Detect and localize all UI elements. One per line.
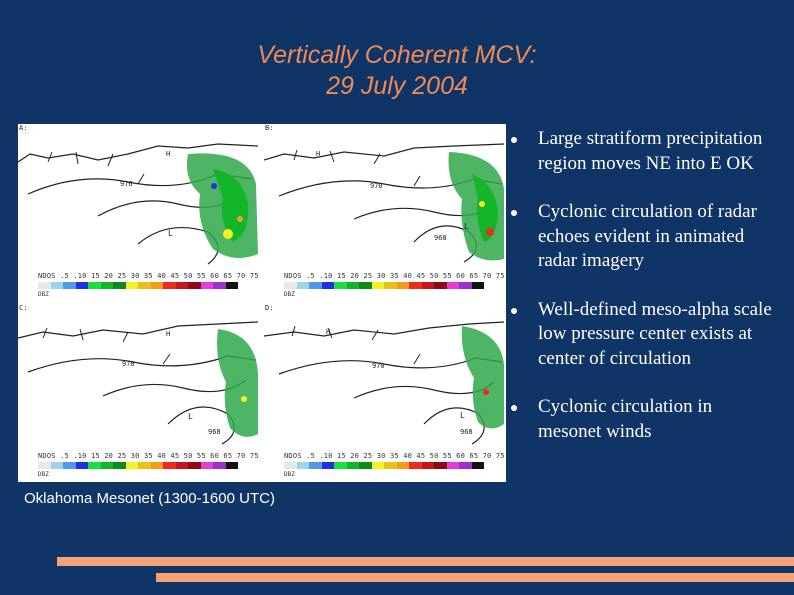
map-panel-b <box>264 124 504 300</box>
color-swatch <box>322 462 335 469</box>
color-swatch <box>38 282 51 289</box>
color-swatch <box>434 462 447 469</box>
radar-mesonet-figure <box>18 124 506 482</box>
isobar-label: 968 <box>460 428 473 436</box>
radar-cell <box>241 396 247 402</box>
color-swatch <box>472 282 485 289</box>
map-panel-c <box>18 304 258 480</box>
isobar <box>168 407 234 444</box>
color-swatch <box>284 462 297 469</box>
colorbar-scale-label: NDOS .5 .10 15 20 25 30 35 40 45 50 55 60 65 70 75 <box>284 452 505 460</box>
bullet-item <box>508 200 778 274</box>
color-swatch <box>359 462 372 469</box>
reflectivity-colorbar <box>38 282 238 289</box>
bullet-text: Cyclonic circulation of radar echoes evident in animated radar imagery <box>538 201 757 271</box>
pressure-low: L <box>188 412 193 421</box>
map-panel-a <box>18 124 258 300</box>
color-swatch <box>101 282 114 289</box>
color-swatch <box>138 462 151 469</box>
color-swatch <box>201 462 214 469</box>
isobar-label: 970 <box>122 360 135 368</box>
radar-echo <box>217 329 258 437</box>
color-swatch <box>459 282 472 289</box>
bullet-item <box>508 298 778 372</box>
panel-label: B: <box>265 124 274 132</box>
color-swatch <box>163 462 176 469</box>
isobar-label: 968 <box>434 234 447 242</box>
color-swatch <box>409 282 422 289</box>
colorbar-unit: DBZ <box>284 471 295 478</box>
isobar-label: 976 <box>120 180 133 188</box>
color-swatch <box>309 282 322 289</box>
decorative-bar-lower <box>156 573 794 582</box>
color-swatch <box>151 462 164 469</box>
color-swatch <box>297 462 310 469</box>
pressure-high: H <box>326 328 331 336</box>
color-swatch <box>309 462 322 469</box>
panel-label: A: <box>19 124 28 132</box>
map-graphic <box>264 304 504 449</box>
colorbar-scale-label: NDOS .5 .10 15 20 25 30 35 40 45 50 55 60 65 70 75 <box>38 272 259 280</box>
color-swatch <box>101 462 114 469</box>
color-swatch <box>447 282 460 289</box>
color-swatch <box>347 462 360 469</box>
panel-label: C: <box>19 304 28 312</box>
isobar <box>103 380 246 396</box>
colorbar-unit: DBZ <box>38 471 49 478</box>
figure-caption: Oklahoma Mesonet (1300-1600 UTC) <box>24 490 275 507</box>
color-swatch <box>76 462 89 469</box>
color-swatch <box>472 462 485 469</box>
radar-cell <box>211 183 217 189</box>
radar-cell <box>237 216 243 222</box>
bullet-text: Cyclonic circulation in mesonet winds <box>538 396 713 442</box>
map-panel-d <box>264 304 504 480</box>
color-swatch <box>88 462 101 469</box>
color-swatch <box>384 282 397 289</box>
color-swatch <box>163 282 176 289</box>
color-swatch <box>113 282 126 289</box>
color-swatch <box>213 282 226 289</box>
color-swatch <box>51 282 64 289</box>
bullet-dot-icon <box>511 210 517 216</box>
color-swatch <box>322 282 335 289</box>
title-line-1: Vertically Coherent MCV: <box>257 41 537 69</box>
color-swatch <box>88 282 101 289</box>
color-swatch <box>422 462 435 469</box>
bullet-dot-icon <box>511 405 517 411</box>
bullet-dot-icon <box>511 308 517 314</box>
map-graphic <box>18 124 258 269</box>
isobar <box>424 408 484 444</box>
radar-cell <box>483 389 489 395</box>
color-swatch <box>226 282 239 289</box>
radar-cell <box>486 228 494 236</box>
color-swatch <box>397 282 410 289</box>
pressure-low: L <box>460 411 465 420</box>
bullet-item <box>508 127 778 176</box>
title-line-2: 29 July 2004 <box>326 72 468 100</box>
panel-label: D: <box>265 304 274 312</box>
reflectivity-colorbar <box>284 282 484 289</box>
color-swatch <box>213 462 226 469</box>
color-swatch <box>176 462 189 469</box>
bullet-item <box>508 395 778 444</box>
pressure-high: H <box>316 150 321 158</box>
color-swatch <box>459 462 472 469</box>
pressure-high: H <box>166 150 171 158</box>
color-swatch <box>297 282 310 289</box>
pressure-low: L <box>168 229 173 238</box>
color-swatch <box>51 462 64 469</box>
color-swatch <box>334 282 347 289</box>
color-swatch <box>151 282 164 289</box>
color-swatch <box>126 282 139 289</box>
color-swatch <box>347 282 360 289</box>
radar-cell <box>223 229 233 239</box>
color-swatch <box>372 462 385 469</box>
color-swatch <box>76 282 89 289</box>
radar-echo <box>462 326 504 429</box>
color-swatch <box>138 282 151 289</box>
bullet-dot-icon <box>511 137 517 143</box>
reflectivity-colorbar <box>284 462 484 469</box>
isobar-label: 968 <box>208 428 221 436</box>
color-swatch <box>384 462 397 469</box>
color-swatch <box>447 462 460 469</box>
color-swatch <box>126 462 139 469</box>
color-swatch <box>226 462 239 469</box>
map-graphic <box>18 304 258 449</box>
color-swatch <box>188 282 201 289</box>
color-swatch <box>188 462 201 469</box>
color-swatch <box>397 462 410 469</box>
color-swatch <box>434 282 447 289</box>
color-swatch <box>409 462 422 469</box>
colorbar-scale-label: NDOS .5 .10 15 20 25 30 35 40 45 50 55 60 65 70 75 <box>284 272 505 280</box>
color-swatch <box>372 282 385 289</box>
slide-title <box>0 40 794 102</box>
color-swatch <box>113 462 126 469</box>
color-swatch <box>38 462 51 469</box>
colorbar-unit: DBZ <box>38 291 49 298</box>
map-graphic <box>264 124 504 269</box>
color-swatch <box>63 282 76 289</box>
color-swatch <box>201 282 214 289</box>
pressure-high: H <box>166 330 171 338</box>
bullet-text: Large stratiform precipitation region moves NE into E OK <box>538 128 763 174</box>
colorbar-scale-label: NDOS .5 .10 15 20 25 30 35 40 45 50 55 60 65 70 75 <box>38 452 259 460</box>
color-swatch <box>334 462 347 469</box>
decorative-bar-upper <box>57 557 794 566</box>
color-swatch <box>359 282 372 289</box>
wind-barb <box>292 326 420 364</box>
color-swatch <box>284 282 297 289</box>
pressure-low: L <box>464 222 469 231</box>
bullet-text: Well-defined meso-alpha scale low pressure center exists at center of circulation <box>538 298 772 369</box>
isobar-label: 970 <box>370 182 383 190</box>
isobar-label: 970 <box>372 362 385 370</box>
reflectivity-colorbar <box>38 462 238 469</box>
color-swatch <box>176 282 189 289</box>
bullet-list <box>508 127 778 468</box>
color-swatch <box>63 462 76 469</box>
radar-cell <box>479 201 485 207</box>
colorbar-unit: DBZ <box>284 291 295 298</box>
color-swatch <box>422 282 435 289</box>
